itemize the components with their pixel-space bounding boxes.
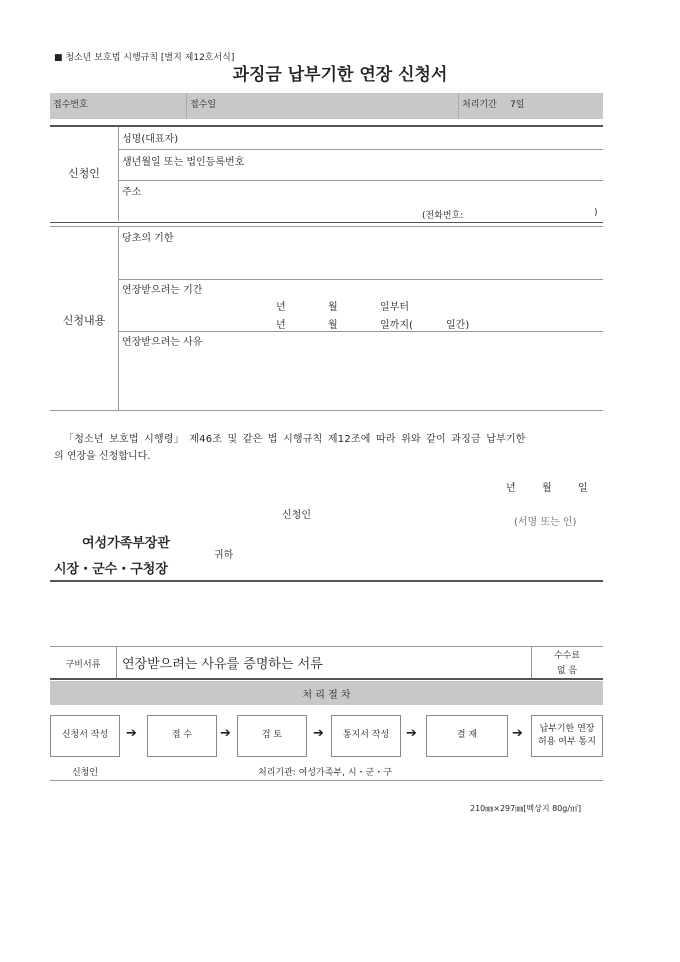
date-month[interactable]: 월 [542, 483, 552, 494]
arrow-right-icon: ➔ [220, 726, 231, 741]
from-day[interactable]: 일부터 [380, 302, 409, 313]
receipt-number-label: 접수번호 [53, 100, 88, 110]
step-final-notice: 납부기한 연장 허용 여부 통지 [531, 715, 603, 757]
paper-spec: 210㎜×297㎜[백상지 80g/㎡] [470, 804, 582, 813]
to-year[interactable]: 년 [276, 320, 286, 331]
signer-label: 신청인 [282, 510, 311, 521]
extension-period-label: 연장받으려는 기간 [122, 285, 203, 296]
arrow-right-icon: ➔ [512, 726, 523, 741]
phone-field[interactable]: (전화번호: [422, 211, 464, 221]
statement-line-2: 의 연장을 신청합니다. [54, 451, 151, 462]
statement-line-1: 「청소년 보호법 시행령」 제46조 및 같은 법 시행규칙 제12조에 따라 위와 같이 과징금 납부기한 [64, 434, 526, 445]
birth-or-registration-field[interactable]: 생년월일 또는 법인등록번호 [122, 157, 245, 168]
date-year[interactable]: 년 [506, 483, 516, 494]
processing-period-value: 7일 [510, 100, 525, 110]
recipient-local-heads: 시장・군수・구청장 [54, 562, 168, 577]
name-field[interactable]: 성명(대표자) [122, 134, 179, 145]
from-month[interactable]: 월 [328, 302, 338, 313]
content-section-label: 신청내용 [62, 314, 106, 327]
receipt-date-label: 접수일 [190, 100, 217, 110]
fee-value: 없 음 [556, 666, 578, 676]
fee-label: 수수료 [553, 651, 581, 661]
recipient-minister: 여성가족부장관 [82, 536, 170, 551]
to-month[interactable]: 월 [328, 320, 338, 331]
address-field[interactable]: 주소 [122, 187, 142, 198]
attachments-label: 구비서류 [65, 660, 101, 670]
signature-field[interactable]: (서명 또는 인) [514, 517, 577, 528]
arrow-right-icon: ➔ [313, 726, 324, 741]
date-day[interactable]: 일 [578, 483, 588, 494]
arrow-right-icon: ➔ [406, 726, 417, 741]
original-deadline-field[interactable]: 당초의 기한 [122, 233, 174, 244]
page-title: 과징금 납부기한 연장 신청서 [232, 65, 448, 85]
step-receipt: 접 수 [147, 715, 217, 757]
phone-close: ) [594, 208, 598, 218]
arrow-right-icon: ➔ [126, 726, 137, 741]
agency-caption: 처리기관: 여성가족부, 시・군・구 [258, 768, 392, 778]
to-day[interactable]: 일까지( [380, 320, 413, 331]
step-notice-drafting: 통지서 작성 [331, 715, 401, 757]
honorific: 귀하 [214, 550, 234, 561]
processing-period-label: 처리기간 [462, 100, 497, 110]
applicant-caption: 신청인 [71, 768, 99, 778]
form-reference: ■ 청소년 보호법 시행규칙 [별지 제12호서식] [54, 53, 235, 63]
from-year[interactable]: 년 [276, 302, 286, 313]
step-approval: 결 재 [426, 715, 508, 757]
step-application: 신청서 작성 [50, 715, 120, 757]
procedure-header [50, 681, 603, 705]
reason-field[interactable]: 연장받으려는 사유 [122, 337, 203, 348]
applicant-section-label: 신청인 [68, 167, 100, 180]
required-document: 연장받으려는 사유를 증명하는 서류 [122, 657, 323, 672]
total-days[interactable]: 일간) [446, 320, 470, 331]
step-review: 검 토 [237, 715, 307, 757]
procedure-title: 처 리 절 차 [302, 689, 351, 701]
